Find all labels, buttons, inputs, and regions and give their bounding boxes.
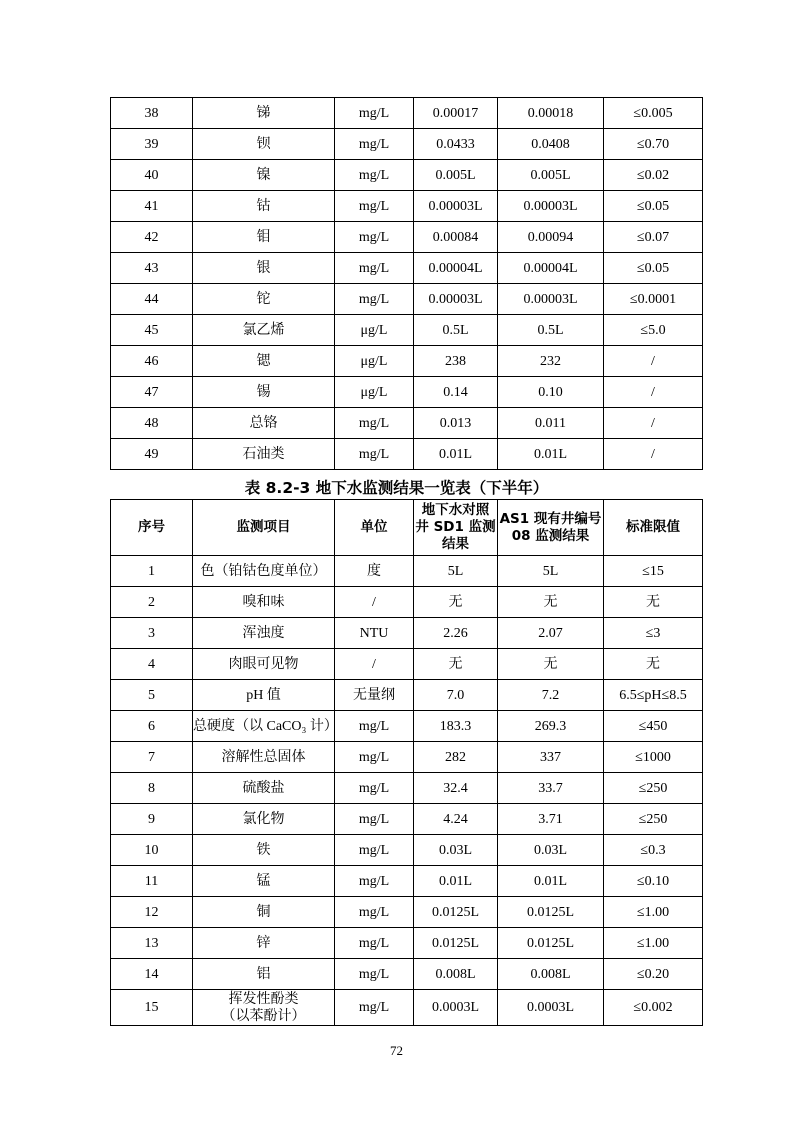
- cell-unit: mg/L: [335, 222, 414, 253]
- cell-as1: 7.2: [498, 680, 604, 711]
- cell-as1: 0.0003L: [498, 990, 604, 1026]
- cell-item: 锶: [193, 346, 335, 377]
- cell-index: 13: [111, 928, 193, 959]
- cell-limit: ≤0.02: [604, 160, 703, 191]
- cell-item: 锡: [193, 377, 335, 408]
- cell-index: 10: [111, 835, 193, 866]
- cell-unit: mg/L: [335, 897, 414, 928]
- cell-item: 铊: [193, 284, 335, 315]
- cell-as1: 3.71: [498, 804, 604, 835]
- cell-index: 14: [111, 959, 193, 990]
- cell-item: 石油类: [193, 439, 335, 470]
- cell-index: 9: [111, 804, 193, 835]
- cell-index: 45: [111, 315, 193, 346]
- cell-unit: mg/L: [335, 408, 414, 439]
- cell-index: 7: [111, 742, 193, 773]
- table-row: [111, 98, 703, 129]
- table-caption: 表 8.2-3 地下水监测结果一览表（下半年）: [244, 479, 549, 497]
- cell-sd1: 0.01L: [414, 866, 498, 897]
- cell-limit: 无: [604, 587, 703, 618]
- cell-sd1: 0.00084: [414, 222, 498, 253]
- cell-limit: ≤0.70: [604, 129, 703, 160]
- table-row: [111, 990, 703, 1026]
- cell-index: 6: [111, 711, 193, 742]
- cell-item: 锑: [193, 98, 335, 129]
- cell-index: 3: [111, 618, 193, 649]
- cell-index: 42: [111, 222, 193, 253]
- cell-item: 钡: [193, 129, 335, 160]
- cell-unit: mg/L: [335, 98, 414, 129]
- cell-limit: ≤0.002: [604, 990, 703, 1026]
- cell-unit: μg/L: [335, 315, 414, 346]
- cell-item: 钼: [193, 222, 335, 253]
- cell-unit: mg/L: [335, 928, 414, 959]
- cell-unit: mg/L: [335, 866, 414, 897]
- table-row: [111, 835, 703, 866]
- cell-unit: NTU: [335, 618, 414, 649]
- cell-item: 铝: [193, 959, 335, 990]
- cell-item: 挥发性酚类 （以苯酚计）: [193, 990, 335, 1026]
- cell-limit: ≤0.20: [604, 959, 703, 990]
- cell-limit: /: [604, 439, 703, 470]
- cell-sd1: 0.5L: [414, 315, 498, 346]
- cell-unit: 度: [335, 556, 414, 587]
- cell-item: 锰: [193, 866, 335, 897]
- table-row: [111, 129, 703, 160]
- cell-index: 15: [111, 990, 193, 1026]
- page-number: 72: [390, 1043, 403, 1058]
- cell-index: 11: [111, 866, 193, 897]
- cell-item: 总铬: [193, 408, 335, 439]
- cell-as1: 337: [498, 742, 604, 773]
- cell-sd1: 0.0003L: [414, 990, 498, 1026]
- cell-sd1: 0.0433: [414, 129, 498, 160]
- cell-as1: 0.5L: [498, 315, 604, 346]
- cell-unit: mg/L: [335, 742, 414, 773]
- table-row: [111, 377, 703, 408]
- cell-unit: mg/L: [335, 959, 414, 990]
- cell-limit: ≤0.10: [604, 866, 703, 897]
- cell-item: 银: [193, 253, 335, 284]
- cell-sd1: 282: [414, 742, 498, 773]
- table-row: [111, 222, 703, 253]
- cell-as1: 0.01L: [498, 439, 604, 470]
- cell-index: 41: [111, 191, 193, 222]
- cell-item: pH 值: [193, 680, 335, 711]
- groundwater-results-table: [110, 499, 703, 1026]
- cell-unit: mg/L: [335, 990, 414, 1026]
- cell-item: 溶解性总固体: [193, 742, 335, 773]
- cell-limit: /: [604, 408, 703, 439]
- cell-sd1: 0.008L: [414, 959, 498, 990]
- cell-unit: mg/L: [335, 160, 414, 191]
- header-sd1-result: 地下水对照 井 SD1 监测 结果: [414, 500, 498, 556]
- header-index: 序号: [111, 500, 193, 556]
- cell-limit: ≤0.07: [604, 222, 703, 253]
- cell-sd1: 32.4: [414, 773, 498, 804]
- table-row: [111, 439, 703, 470]
- cell-as1: 0.0125L: [498, 928, 604, 959]
- cell-sd1: 0.00003L: [414, 284, 498, 315]
- cell-sd1: 238: [414, 346, 498, 377]
- header-item: 监测项目: [193, 500, 335, 556]
- cell-as1: 无: [498, 587, 604, 618]
- cell-unit: mg/L: [335, 191, 414, 222]
- table-row: [111, 680, 703, 711]
- cell-item: 钴: [193, 191, 335, 222]
- cell-as1: 0.0125L: [498, 897, 604, 928]
- cell-index: 2: [111, 587, 193, 618]
- cell-index: 39: [111, 129, 193, 160]
- cell-sd1: 0.005L: [414, 160, 498, 191]
- cell-as1: 0.00018: [498, 98, 604, 129]
- cell-sd1: 0.03L: [414, 835, 498, 866]
- cell-index: 48: [111, 408, 193, 439]
- table-row: [111, 160, 703, 191]
- cell-index: 47: [111, 377, 193, 408]
- cell-sd1: 0.00003L: [414, 191, 498, 222]
- header-as1-result: AS1 现有井编号 08 监测结果: [498, 500, 604, 556]
- cell-item: 嗅和味: [193, 587, 335, 618]
- cell-sd1: 无: [414, 649, 498, 680]
- cell-item: 色（铂钴色度单位）: [193, 556, 335, 587]
- table-row: [111, 711, 703, 742]
- cell-as1: 269.3: [498, 711, 604, 742]
- cell-unit: mg/L: [335, 439, 414, 470]
- cell-limit: ≤0.3: [604, 835, 703, 866]
- cell-unit: mg/L: [335, 253, 414, 284]
- cell-index: 12: [111, 897, 193, 928]
- table-row: [111, 897, 703, 928]
- cell-as1: 0.00094: [498, 222, 604, 253]
- cell-as1: 0.00003L: [498, 191, 604, 222]
- cell-unit: mg/L: [335, 711, 414, 742]
- cell-as1: 0.03L: [498, 835, 604, 866]
- cell-item: 总硬度（以 CaCO₃ 计）: [193, 711, 335, 742]
- cell-index: 8: [111, 773, 193, 804]
- cell-as1: 5L: [498, 556, 604, 587]
- cell-limit: ≤250: [604, 804, 703, 835]
- table-row: [111, 587, 703, 618]
- cell-as1: 0.0408: [498, 129, 604, 160]
- cell-sd1: 无: [414, 587, 498, 618]
- cell-limit: ≤15: [604, 556, 703, 587]
- cell-as1: 2.07: [498, 618, 604, 649]
- cell-unit: mg/L: [335, 835, 414, 866]
- cell-index: 1: [111, 556, 193, 587]
- cell-item: 锌: [193, 928, 335, 959]
- cell-sd1: 0.0125L: [414, 897, 498, 928]
- cell-limit: ≤0.005: [604, 98, 703, 129]
- cell-limit: ≤250: [604, 773, 703, 804]
- table-row: [111, 191, 703, 222]
- cell-limit: ≤1000: [604, 742, 703, 773]
- cell-item: 铁: [193, 835, 335, 866]
- cell-as1: 0.011: [498, 408, 604, 439]
- cell-limit: ≤450: [604, 711, 703, 742]
- table-row: [111, 773, 703, 804]
- cell-index: 44: [111, 284, 193, 315]
- cell-limit: /: [604, 377, 703, 408]
- cell-index: 46: [111, 346, 193, 377]
- cell-sd1: 4.24: [414, 804, 498, 835]
- cell-as1: 232: [498, 346, 604, 377]
- header-unit: 单位: [335, 500, 414, 556]
- cell-unit: mg/L: [335, 773, 414, 804]
- table-row: [111, 408, 703, 439]
- cell-item: 镍: [193, 160, 335, 191]
- cell-as1: 0.005L: [498, 160, 604, 191]
- cell-sd1: 0.00004L: [414, 253, 498, 284]
- table-row: [111, 959, 703, 990]
- cell-unit: 无量纲: [335, 680, 414, 711]
- cell-index: 43: [111, 253, 193, 284]
- cell-sd1: 5L: [414, 556, 498, 587]
- cell-limit: ≤0.05: [604, 253, 703, 284]
- cell-item: 浑浊度: [193, 618, 335, 649]
- cell-item: 氯乙烯: [193, 315, 335, 346]
- cell-index: 40: [111, 160, 193, 191]
- cell-limit: ≤1.00: [604, 928, 703, 959]
- cell-item: 铜: [193, 897, 335, 928]
- cell-as1: 33.7: [498, 773, 604, 804]
- cell-index: 4: [111, 649, 193, 680]
- cell-limit: ≤0.05: [604, 191, 703, 222]
- cell-item: 硫酸盐: [193, 773, 335, 804]
- cell-as1: 0.01L: [498, 866, 604, 897]
- cell-sd1: 0.013: [414, 408, 498, 439]
- table-row: [111, 804, 703, 835]
- table-row: [111, 556, 703, 587]
- table-row: [111, 346, 703, 377]
- cell-unit: μg/L: [335, 346, 414, 377]
- cell-sd1: 7.0: [414, 680, 498, 711]
- cell-sd1: 0.00017: [414, 98, 498, 129]
- table-row: [111, 253, 703, 284]
- bottom-table-body: [111, 556, 703, 1026]
- cell-limit: 无: [604, 649, 703, 680]
- cell-unit: /: [335, 587, 414, 618]
- table-row: [111, 866, 703, 897]
- cell-unit: /: [335, 649, 414, 680]
- cell-as1: 无: [498, 649, 604, 680]
- cell-as1: 0.00003L: [498, 284, 604, 315]
- header-standard-limit: 标准限值: [604, 500, 703, 556]
- cell-unit: mg/L: [335, 284, 414, 315]
- cell-sd1: 0.0125L: [414, 928, 498, 959]
- cell-unit: mg/L: [335, 129, 414, 160]
- cell-index: 5: [111, 680, 193, 711]
- cell-index: 38: [111, 98, 193, 129]
- top-table-body: [111, 98, 703, 470]
- monitoring-table-continued: [110, 97, 703, 470]
- cell-limit: /: [604, 346, 703, 377]
- table-header-row: [111, 500, 703, 556]
- cell-sd1: 0.14: [414, 377, 498, 408]
- cell-as1: 0.10: [498, 377, 604, 408]
- cell-sd1: 183.3: [414, 711, 498, 742]
- cell-index: 49: [111, 439, 193, 470]
- table-row: [111, 649, 703, 680]
- cell-limit: ≤5.0: [604, 315, 703, 346]
- cell-unit: μg/L: [335, 377, 414, 408]
- cell-item: 氯化物: [193, 804, 335, 835]
- cell-limit: ≤1.00: [604, 897, 703, 928]
- table-row: [111, 618, 703, 649]
- table-row: [111, 315, 703, 346]
- cell-sd1: 2.26: [414, 618, 498, 649]
- cell-limit: ≤3: [604, 618, 703, 649]
- cell-as1: 0.008L: [498, 959, 604, 990]
- cell-limit: ≤0.0001: [604, 284, 703, 315]
- cell-limit: 6.5≤pH≤8.5: [604, 680, 703, 711]
- cell-sd1: 0.01L: [414, 439, 498, 470]
- table-row: [111, 928, 703, 959]
- cell-unit: mg/L: [335, 804, 414, 835]
- table-row: [111, 742, 703, 773]
- cell-as1: 0.00004L: [498, 253, 604, 284]
- cell-item: 肉眼可见物: [193, 649, 335, 680]
- table-row: [111, 284, 703, 315]
